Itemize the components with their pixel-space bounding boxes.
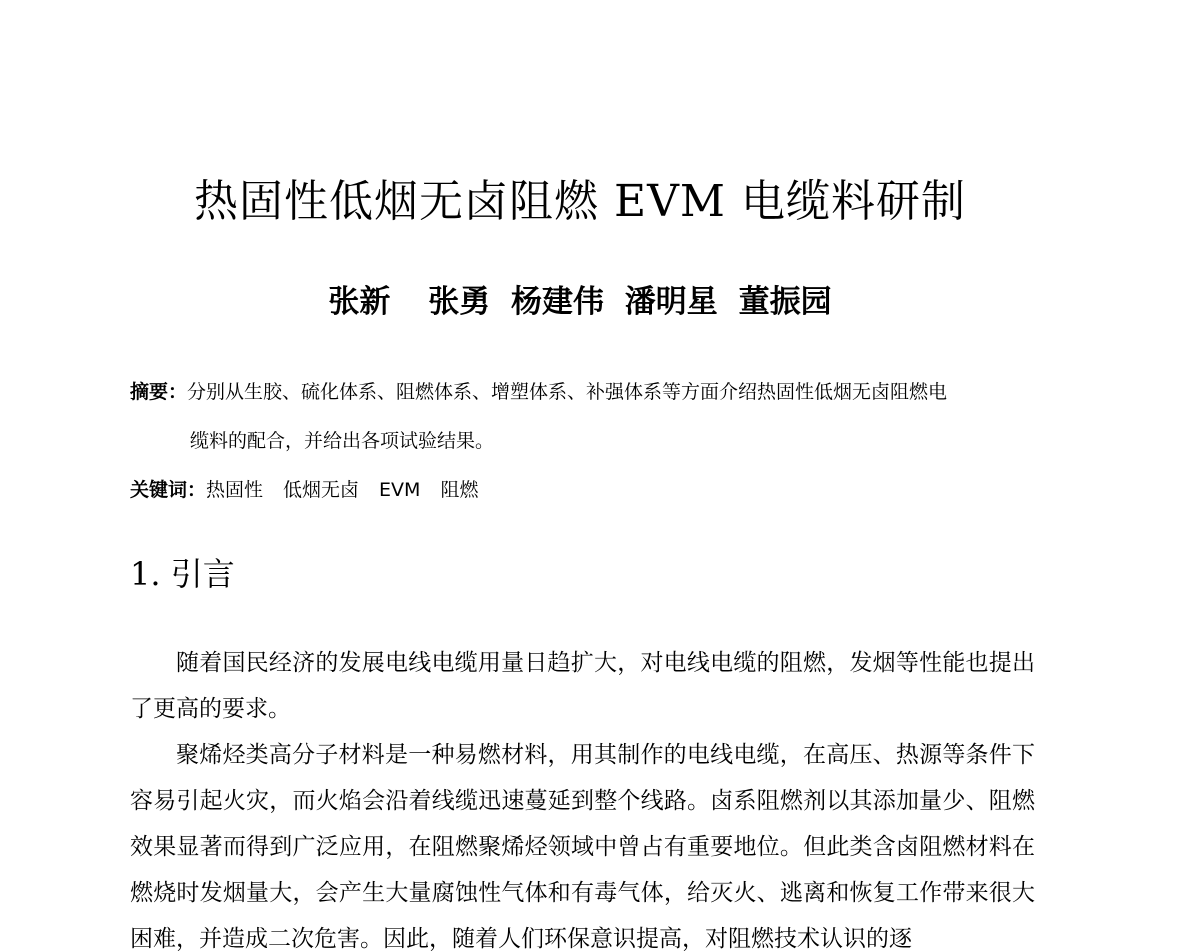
author-name: 董振园 [738, 284, 832, 320]
body-paragraph: 聚烯烃类高分子材料是一种易燃材料，用其制作的电线电缆，在高压、热源等条件下容易引起火灾，而火焰会沿着线缆迅速蔓延到整个线路。卤系阻燃剂以其添加量少、阻燃效果显著而得到广泛应用，在阻燃聚烯烃领域中曾占有重要地位。但此类含卤阻燃材料在燃烧时发烟量大，会产生大量腐蚀性气体和有毒气体，给灭火、逃离和恢复工作带来很大困难，并造成二次危害。因此，随着人们环保意识提高，对阻燃技术认识的逐 [130, 742, 1035, 952]
abstract-line: 分别从生胶、硫化体系、阻燃体系、增塑体系、补强体系等方面介绍热固性低烟无卤阻燃电 [187, 381, 948, 403]
body-paragraph: 随着国民经济的发展电线电缆用量日趋扩大，对电线电缆的阻燃，发烟等性能也提出了更高的要求。 [130, 650, 1035, 722]
abstract [130, 374, 1040, 459]
keywords [130, 472, 498, 508]
keyword: 热固性 [206, 479, 264, 501]
author-name: 潘明星 [624, 284, 718, 320]
section-heading: 1. 引言 [130, 555, 235, 593]
author-name: 杨建伟 [511, 284, 604, 320]
author-name: 张新 [328, 284, 391, 320]
keyword: 低烟无卤 [283, 479, 360, 501]
author-list [0, 280, 1160, 324]
author-name: 张勇 [428, 284, 491, 320]
section-body [130, 640, 1035, 952]
keyword: EVM [379, 479, 421, 501]
abstract-label: 摘要： [130, 381, 188, 403]
paper-title: 热固性低烟无卤阻燃 EVM 电缆料研制 [194, 176, 966, 227]
keyword: 阻燃 [440, 479, 479, 501]
abstract-line: 缆料的配合，并给出各项试验结果。 [190, 430, 495, 452]
keywords-label: 关键词： [130, 479, 207, 501]
